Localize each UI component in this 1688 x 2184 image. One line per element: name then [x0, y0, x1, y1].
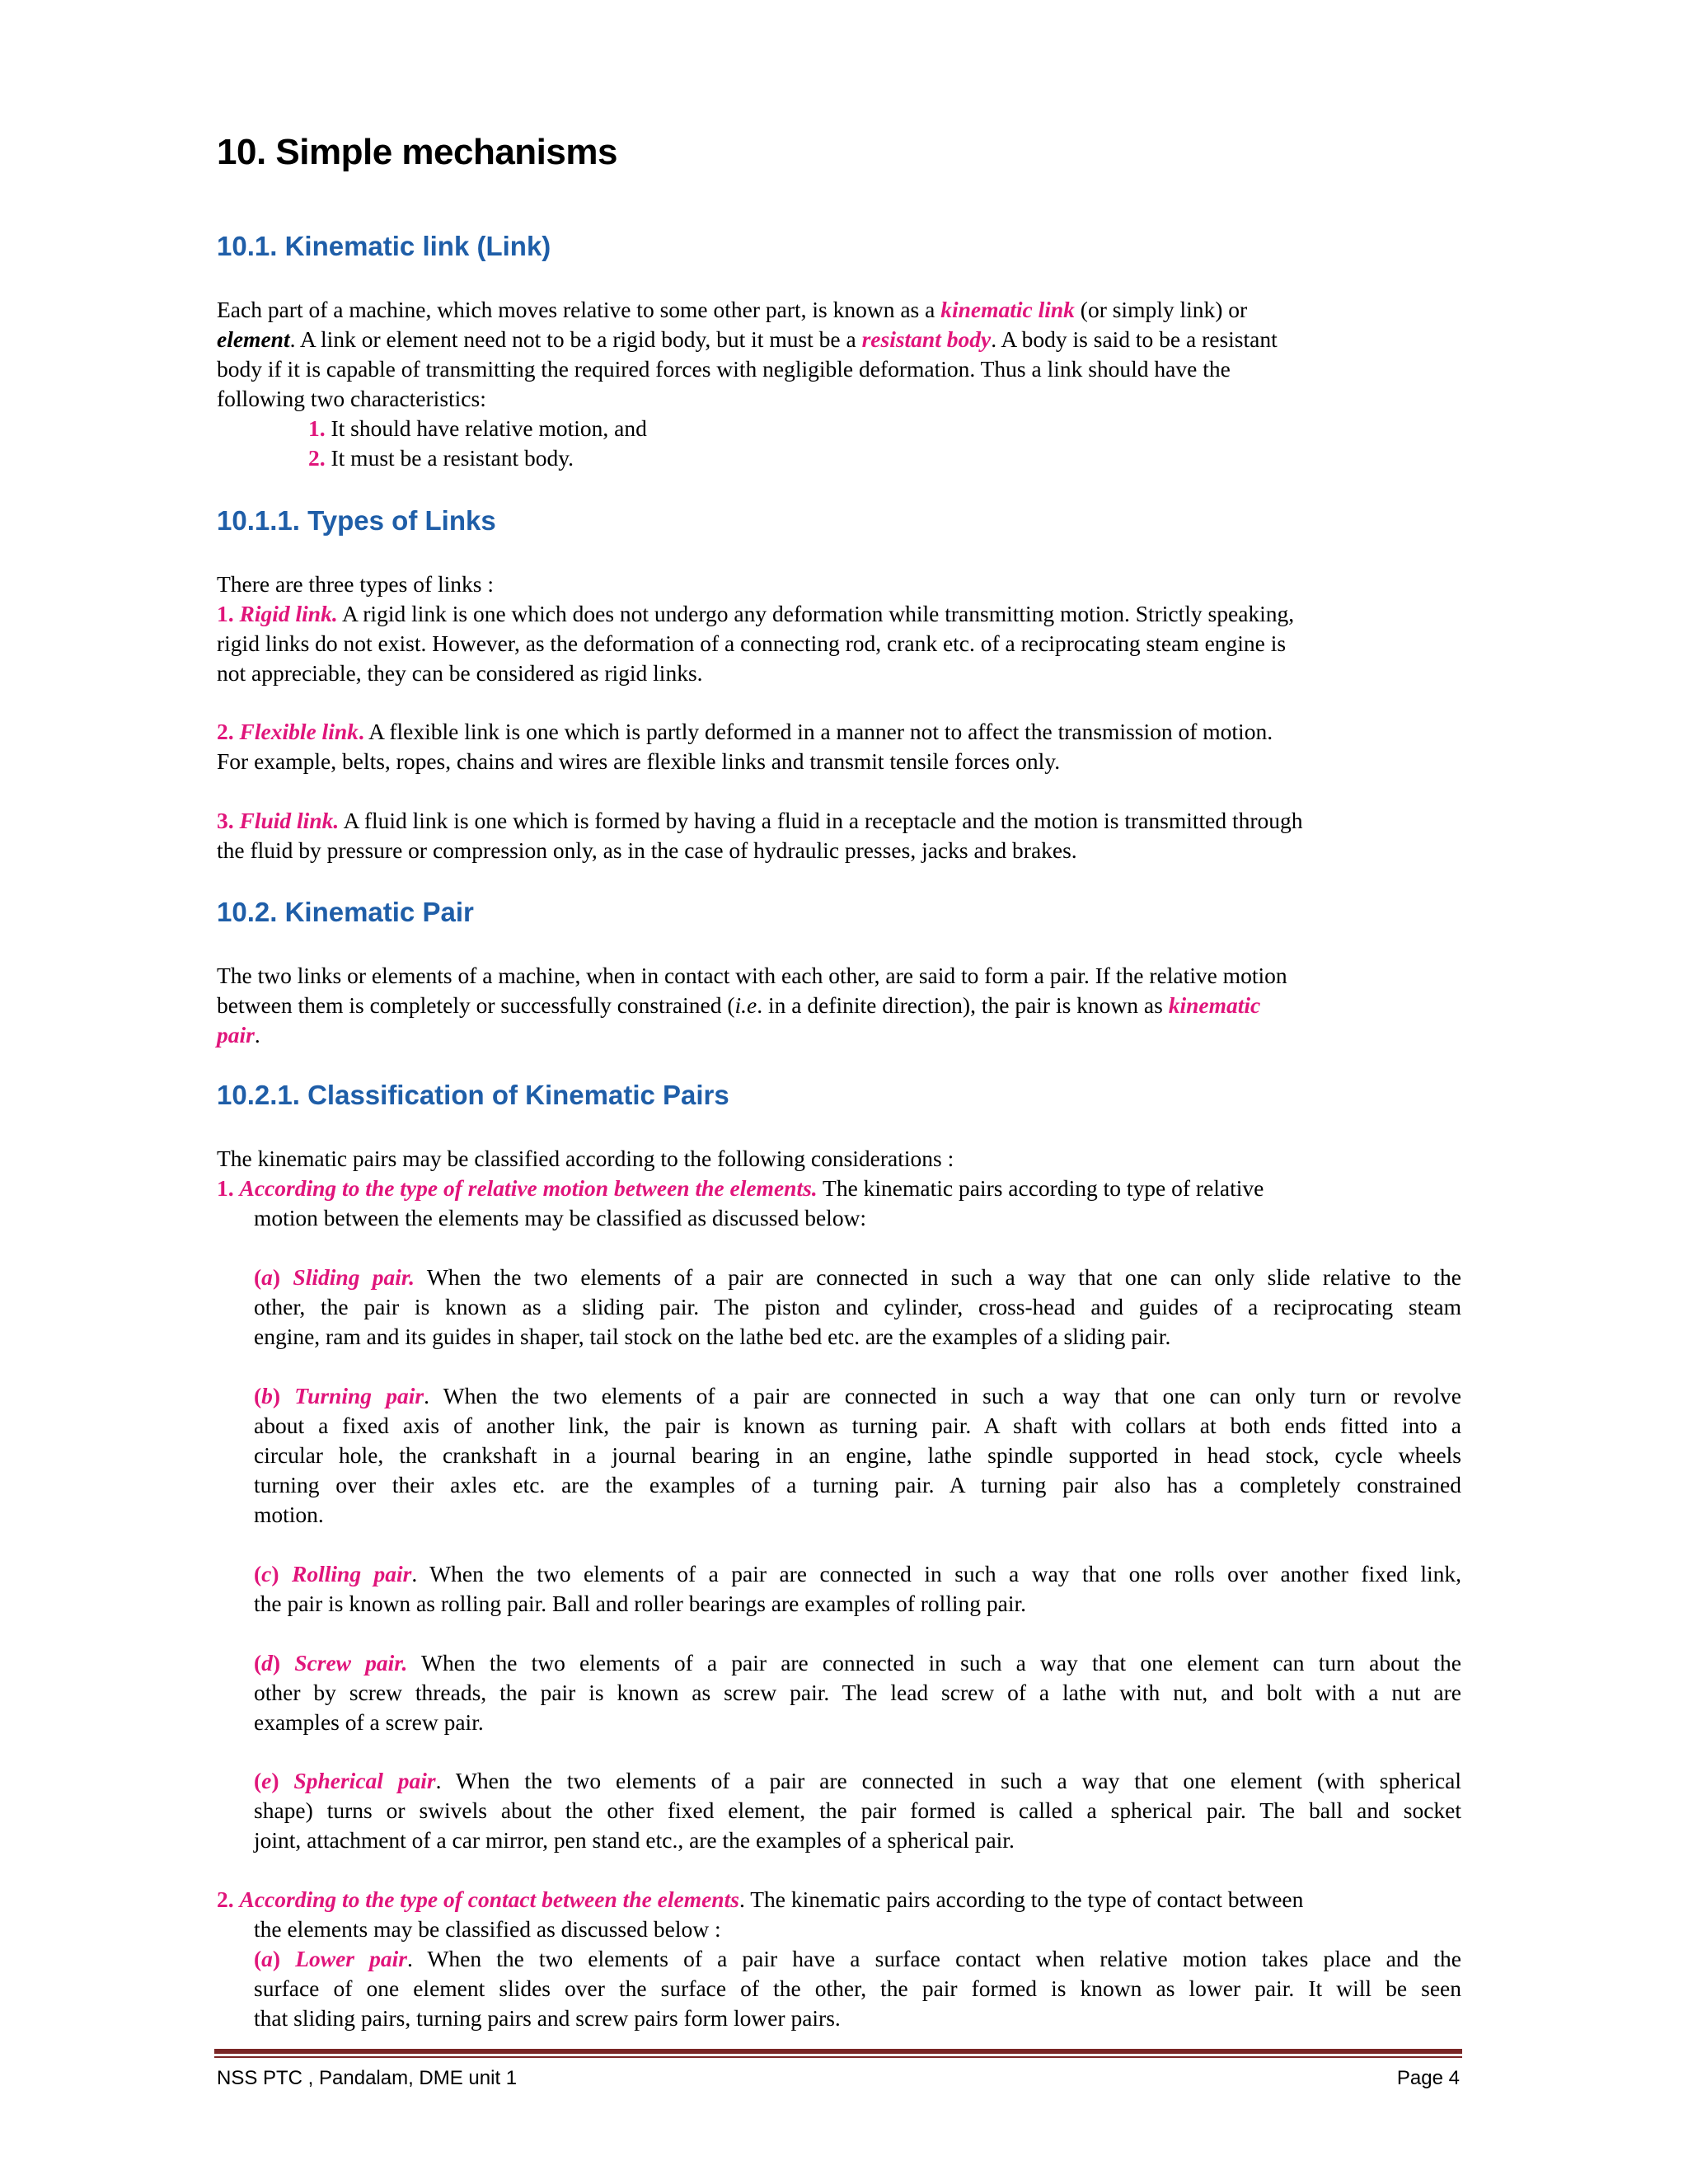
term-spherical-pair: Spherical pair	[279, 1768, 436, 1793]
paragraph-rigid-link: There are three types of links : 1. Rigid link. A rigid link is one which does not undergo any deformation while transmitting motion. Strictly speaking, rigid links do not exist. However, as the deformation of a connecting rod, crank etc. of a reciprocating steam engine is not appreciable, they can be considered as rigid links.	[217, 569, 1461, 688]
list-item: 2. It must be a resistant body.	[308, 445, 574, 471]
paragraph-kinematic-pair: The two links or elements of a machine, when in contact with each other, are said to form a pair. If the relative motion between them is completely or successfully constrained (i.e. in a definite direction), the pair is known as kinematic pair.	[217, 961, 1461, 1050]
text-line-indent: motion between the elements may be classified as discussed below:	[254, 1205, 867, 1230]
paragraph-spherical-pair: (e) Spherical pair. When the two elements of a pair are connected in such a way that one element (with spherical shape) turns or swivels about the other fixed element, the pair formed is called a spherical pair. The ball and socket joint, attachment of a car mirror, pen stand etc., are the examples of a spherical pair.	[254, 1768, 1461, 1853]
paragraph-turning-pair: (b) Turning pair. When the two elements of a pair are connected in such a way that one can only turn or revolve about a fixed axis of another link, the pair is known as turning pair. A shaft with collars at both ends fitted into a circular hole, the crankshaft in a journal bearing in an engine, lathe spindle supported in head stock, cycle wheels turning over their axles etc. are the examples of a turning pair. A turning pair also has a completely constrained motion.	[254, 1383, 1461, 1527]
paragraph-screw-pair: (d) Screw pair. When the two elements of a pair are connected in such a way that one element can turn about the other by screw threads, the pair is known as screw pair. The lead screw of a lathe with nut, and bolt with a nut are examples of a screw pair.	[254, 1650, 1462, 1735]
section-heading-types-of-links: 10.1.1. Types of Links	[217, 505, 496, 536]
term-resistant-body: resistant body	[861, 326, 992, 352]
footer-rule-thin	[214, 2056, 1462, 2058]
term-relative-motion: According to the type of relative motion between the elements.	[239, 1175, 818, 1201]
paragraph-kinematic-link	[217, 295, 1461, 414]
text-line: For example, belts, ropes, chains and wires are flexible links and transmit tensile forces only.	[217, 748, 1061, 774]
term-rolling-pair: Rolling pair	[279, 1561, 412, 1586]
term-type-of-contact: According to the type of contact between the elements	[239, 1886, 739, 1912]
paragraph-fluid-link: 3. Fluid link. A fluid link is one which is formed by having a fluid in a receptacle and the motion is transmitted through the fluid by pressure or compression only, as in the case of hydraulic presses, jacks and brakes.	[217, 806, 1461, 865]
text-line: following two characteristics:	[217, 386, 486, 411]
footer-left-text: NSS PTC , Pandalam, DME unit 1	[217, 2067, 518, 2089]
paragraph-contact-type: 2. According to the type of contact between the elements. The kinematic pairs according to the type of contact between	[217, 1886, 1304, 1912]
term-kinematic: kinematic	[1168, 992, 1261, 1018]
paragraph-sliding-pair: (a) Sliding pair. When the two elements of a pair are connected in such a way that one can only slide relative to the other, the pair is known as a sliding pair. The piston and cylinder, cross-head and guides of a reciprocating steam engine, ram and its guides in shaper, tail stock on the lathe bed etc. are the examples of a sliding pair.	[254, 1264, 1461, 1349]
paragraph-flexible-link: 2. Flexible link. A flexible link is one which is partly deformed in a manner not to affect the transmission of motion. For example, belts, ropes, chains and wires are flexible links and transmit tensile forces only.	[217, 717, 1461, 776]
term-fluid-link: Fluid link.	[239, 808, 340, 833]
text-line: rigid links do not exist. However, as the deformation of a connecting rod, crank etc. of a reciprocating steam engine is	[217, 630, 1287, 656]
term-sliding-pair: Sliding pair.	[280, 1264, 415, 1290]
page-title: 10. Simple mechanisms	[217, 132, 617, 172]
text-line: There are three types of links :	[217, 571, 494, 597]
section-heading-kinematic-link: 10.1. Kinematic link (Link)	[217, 231, 551, 261]
term-screw-pair: Screw pair.	[280, 1650, 408, 1675]
list-item: 1. It should have relative motion, and	[308, 415, 647, 441]
text: (or simply link) or	[1074, 297, 1248, 322]
section-heading-kinematic-pair: 10.2. Kinematic Pair	[217, 897, 474, 927]
text-line: the fluid by pressure or compression only, as in the case of hydraulic presses, jacks and brakes.	[217, 837, 1077, 863]
footer-page-number: Page 4	[1396, 2067, 1460, 2089]
paragraph-classification-intro: The kinematic pairs may be classified according to the following considerations : 1. According to the type of relative motion between the elements. The kinematic pairs according to type of relative	[217, 1144, 1461, 1203]
term-turning-pair: Turning pair	[280, 1383, 424, 1408]
term-kinematic-link: kinematic link	[940, 297, 1075, 322]
term-pair: pair	[217, 1022, 255, 1047]
text: . A body is said to be a resistant	[991, 326, 1278, 352]
term-rigid-link: Rigid link.	[239, 601, 338, 626]
term-flexible-link: Flexible link	[239, 719, 359, 744]
paragraph-lower-pair: the elements may be classified as discussed below : (a) Lower pair. When the two elements of a pair have a surface contact when relative motion takes place and the surface of one element slides over the surface of the other, the pair formed is known as lower pair. It will be seen that sliding pairs, turning pairs and screw pairs form lower pairs.	[254, 1916, 1461, 2031]
characteristics-list	[308, 414, 1553, 473]
text-line: body if it is capable of transmitting the required forces with negligible deformation. Thus a link should have the	[217, 356, 1231, 382]
term-lower-pair: Lower pair	[280, 1946, 407, 1971]
term-element: element	[217, 326, 290, 352]
paragraph-rolling-pair: (c) Rolling pair. When the two elements of a pair are connected in such a way that one rolls over another fixed link, the pair is known as rolling pair. Ball and roller bearings are examples of rolling pair.	[254, 1561, 1461, 1616]
text: . A link or element need not to be a rigid body, but it must be a	[289, 326, 862, 352]
section-heading-classification: 10.2.1. Classification of Kinematic Pairs	[217, 1080, 729, 1110]
text: Each part of a machine, which moves relative to some other part, is known as a	[217, 297, 941, 322]
text-line: The two links or elements of a machine, when in contact with each other, are said to form a pair. If the relative motion	[217, 963, 1287, 988]
text-line: The kinematic pairs may be classified according to the following considerations :	[217, 1146, 954, 1171]
text-line: not appreciable, they can be considered as rigid links.	[217, 660, 703, 686]
footer-rule-thick	[214, 2049, 1462, 2054]
